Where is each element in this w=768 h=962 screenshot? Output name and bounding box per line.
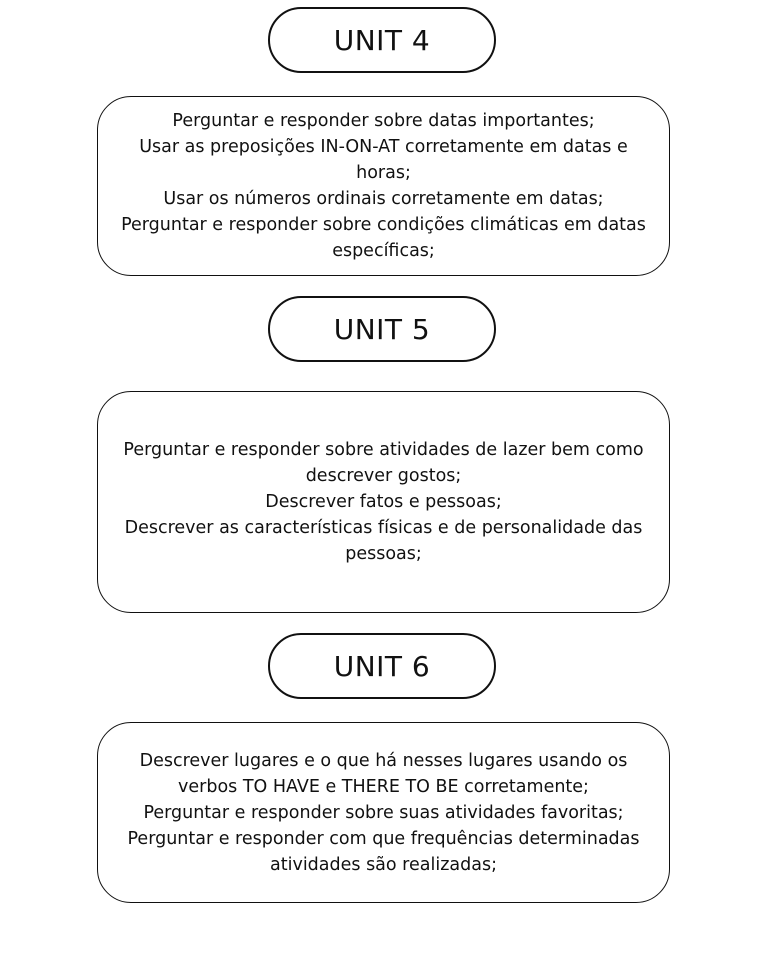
objective-line: atividades são realizadas; bbox=[270, 854, 497, 875]
objective-line: descrever gostos; bbox=[305, 466, 462, 486]
unit-5-objectives-box bbox=[97, 391, 670, 613]
objective-line: Descrever as características físicas e de personalidade das bbox=[124, 518, 643, 538]
objective-line: Perguntar e responder sobre atividades de lazer bem como bbox=[123, 440, 644, 460]
objective-line: horas; bbox=[356, 163, 411, 183]
unit-6-title: UNIT 6 bbox=[268, 633, 496, 699]
objective-line: Usar as preposições IN-ON-AT corretamente em datas e bbox=[139, 137, 628, 157]
objective-line: Descrever lugares e o que há nesses lugares usando os bbox=[139, 750, 628, 771]
unit-6-objectives-box bbox=[97, 722, 670, 903]
unit-4-objectives-box bbox=[97, 96, 670, 276]
objective-line: Perguntar e responder com que frequências determinadas bbox=[127, 828, 640, 849]
unit-4-title: UNIT 4 bbox=[268, 7, 496, 73]
objective-line: Usar os números ordinais corretamente em datas; bbox=[163, 189, 604, 209]
objective-line: Perguntar e responder sobre condições climáticas em datas bbox=[121, 215, 646, 235]
objective-line: Perguntar e responder sobre suas atividades favoritas; bbox=[143, 802, 624, 823]
objective-line: pessoas; bbox=[345, 544, 422, 564]
objective-line: Descrever fatos e pessoas; bbox=[265, 492, 502, 512]
objective-line: verbos TO HAVE e THERE TO BE corretamente; bbox=[178, 776, 589, 797]
unit-5-title: UNIT 5 bbox=[268, 296, 496, 362]
objective-line: específicas; bbox=[332, 241, 435, 261]
objective-line: Perguntar e responder sobre datas importantes; bbox=[172, 111, 595, 131]
